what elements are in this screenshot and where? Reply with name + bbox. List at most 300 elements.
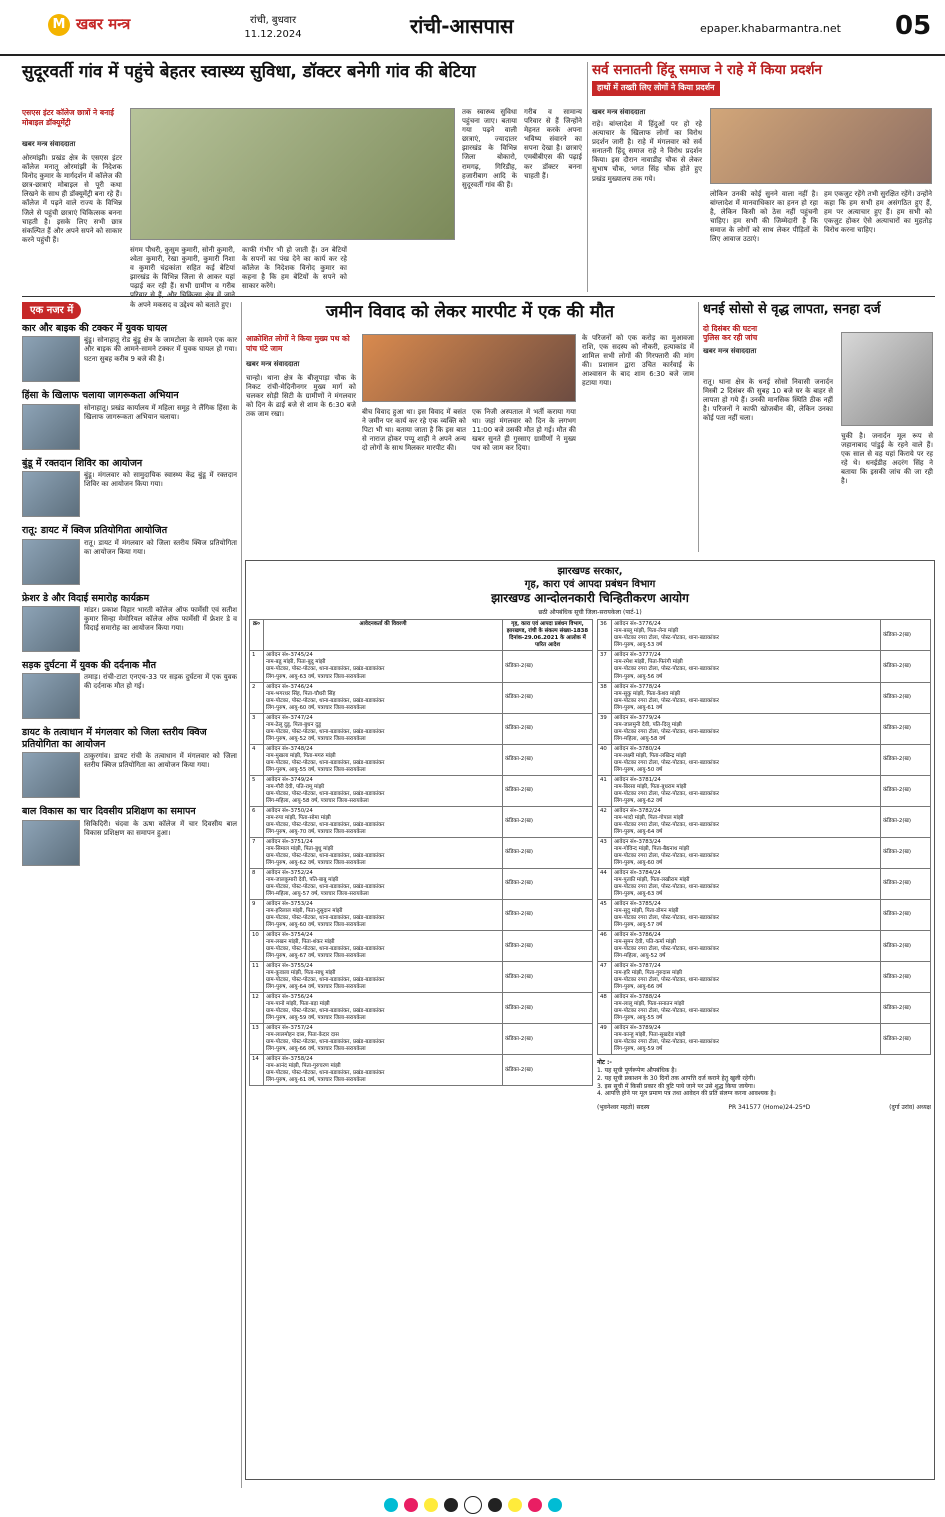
- row-number: 40: [597, 744, 611, 775]
- row-name: नाम-लखन मांझी, पिता-शंकर मांझी: [266, 939, 335, 946]
- lead-story: [22, 62, 582, 309]
- row-addr: ग्राम-पोटका, पोस्ट-पोटका, थाना-बडाकांकर, प्रखंड-बडाकांकर: [266, 883, 385, 890]
- row-age: लिंग-पुरुष, आयु-64 वर्ष: [613, 828, 663, 835]
- row-age: लिंग-पुरुष, आयु-66 वर्ष: [613, 984, 663, 991]
- row-age: लिंग-पुरुष, आयु-56 वर्ष: [613, 673, 663, 680]
- row-name: नाम-बिरसा मांझी, पिता-बुधराम मांझी: [613, 783, 687, 790]
- note-line: 4. आपत्ति होने पर मूल प्रमाण पत्र तथा आवेदन की प्रति संलग्न करना आवश्यक है।: [596, 1090, 776, 1098]
- row-number: 42: [597, 806, 611, 837]
- table-row: [597, 899, 930, 930]
- brand-logo[interactable]: [48, 14, 130, 36]
- row-app: आवेदन सं०-3749/24: [266, 776, 313, 783]
- row-name: नाम-जालमुनी देवी, पति-दिलू मांझी: [613, 721, 682, 728]
- table-row: [250, 899, 593, 930]
- notice-notes: [597, 1059, 931, 1112]
- brief-list: [22, 323, 237, 868]
- row-name: नाम-आनंद मांझी, पिता-गुरुचरण मांझी: [266, 1063, 341, 1070]
- row-addr: ग्राम-पोटका, पोस्ट-पोटका, थाना-बडाकांकर, प्रखंड-बडाकांकर: [266, 666, 385, 673]
- row-addr: ग्राम-पोटका रगरा टोला, पोस्ट-पोटका, थाना-बडाकांकर: [613, 728, 719, 735]
- row-age: लिंग-पुरुष, आयु-64 वर्ष, पत्राचार जिला-सरायकेला: [266, 984, 366, 991]
- row-number: 36: [597, 620, 611, 651]
- row-age: लिंग-पुरुष, आयु-61 वर्ष, पत्राचार जिला-सरायकेला: [266, 1077, 366, 1084]
- land-headline[interactable]: जमीन विवाद को लेकर मारपीट में एक की मौत: [325, 302, 615, 322]
- brief-item: [22, 660, 237, 721]
- table-row: [250, 1055, 593, 1086]
- land-byline: खबर मन्त्र संवाददाता: [246, 360, 300, 368]
- row-app: आवेदन सं०-3779/24: [613, 714, 661, 721]
- notice-table-right: [597, 619, 931, 1055]
- row-age: लिंग-पुरुष, आयु-55 वर्ष: [613, 1015, 663, 1022]
- row-details: [611, 931, 880, 962]
- row-age: लिंग-पुरुष, आयु-60 वर्ष, पत्राचार जिला-सरायकेला: [266, 704, 366, 711]
- brief-item: [22, 390, 237, 451]
- row-recommendation: कंडिका-2(ख): [502, 775, 592, 806]
- row-name: नाम-लक्ष्मी मांझी, पिता-लखिन्द्र मांझी: [613, 752, 687, 759]
- row-app: आवेदन सं०-3745/24: [266, 652, 313, 659]
- row-recommendation: कंडिका-2(ख): [502, 682, 592, 713]
- brand-name: खबर मन्त्र: [76, 15, 131, 34]
- row-name: नाम-लालमोहन दास, पिता-केदार दास: [266, 1032, 339, 1039]
- row-details: [264, 837, 503, 868]
- row-age: लिंग-पुरुष, आयु-62 वर्ष, पत्राचार जिला-सरायकेला: [266, 859, 366, 866]
- row-addr: ग्राम-पोटका, पोस्ट-पोटका, थाना-बडाकांकर, प्रखंड-बडाकांकर: [266, 852, 385, 859]
- missing-headline[interactable]: धनई सोसो से वृद्ध लापता, सनहा दर्ज: [703, 302, 881, 317]
- row-number: 12: [250, 993, 264, 1024]
- row-name: नाम-रमेश मांझी, पिता-फिरंगी मांझी: [613, 659, 683, 666]
- table-row: [597, 713, 930, 744]
- row-details: [611, 651, 880, 682]
- release-code: PR 341577 (Home)24-25*D: [728, 1104, 811, 1112]
- section-divider: [22, 296, 935, 297]
- table-row: [597, 682, 930, 713]
- row-age: लिंग-पुरुष, आयु-60 वर्ष, पत्राचार जिला-सरायकेला: [266, 922, 366, 928]
- row-recommendation: कंडिका-2(ख): [502, 962, 592, 993]
- lead-photo: [130, 108, 455, 240]
- row-name: नाम-सुमन देवी, पति-कर्मा मांझी: [613, 939, 676, 946]
- missing-story: [703, 302, 933, 552]
- row-age: लिंग-पुरुष, आयु-60 वर्ष: [613, 859, 663, 866]
- row-number: 5: [250, 775, 264, 806]
- row-recommendation: कंडिका-2(ख): [502, 837, 592, 868]
- col-header-reco: गृह, कारा एवं आपदा प्रबंधन विभाग, झारखण्ड, रांची के संकल्प संख्या-1838 दिनांक-29.06.2021 के आलोक में पारित आदेश: [502, 620, 592, 651]
- row-number: 2: [250, 682, 264, 713]
- row-number: 8: [250, 868, 264, 899]
- row-number: 38: [597, 682, 611, 713]
- table-row: [250, 682, 593, 713]
- row-number: 49: [597, 1024, 611, 1055]
- row-name: नाम-गोविन्द मांझी, पिता-बैद्यनाथ मांझी: [613, 845, 690, 852]
- land-body-2: बीच विवाद हुआ था। इस विवाद में बसंत ने जमीन पर कार्य कर रहे एक व्यक्ति को पिटा भी था। बताया जाता है कि इस बात से नाराज होकर पप्पू शाही ने अपने अन्य दो लोगों के साथ मिलकर मारपीट की।: [362, 408, 466, 453]
- land-body-4: के परिजनों को एक करोड़ का मुआवजा राशि, एक सदस्य को नौकरी, हत्याकांड में शामिल सभी लोगों की गिरफ्तारी की मांग की। प्रशासन द्वारा उचित कार्रवाई के आश्वासन के बाद शाम 6:30 बजे जाम हटाया गया।: [582, 334, 694, 388]
- land-story: [246, 302, 694, 552]
- row-app: आवेदन सं०-3751/24: [266, 838, 313, 845]
- row-details: [264, 993, 503, 1024]
- logo-mark-icon: M: [48, 14, 70, 36]
- row-recommendation: कंडिका-2(ख): [502, 806, 592, 837]
- row-recommendation: कंडिका-2(ख): [881, 993, 931, 1024]
- row-age: लिंग-पुरुष, आयु-52 वर्ष, पत्राचार जिला-सरायकेला: [266, 735, 366, 742]
- row-details: [611, 993, 880, 1024]
- site-link[interactable]: epaper.khabarmantra.net: [700, 22, 841, 35]
- brief-item: [22, 323, 237, 384]
- row-recommendation: कंडिका-2(ख): [881, 713, 931, 744]
- brief-item: [22, 727, 237, 800]
- row-app: आवेदन सं०-3787/24: [613, 963, 661, 970]
- brief-item-body: मांडर। प्रकाश विहार भारती कॉलेज ऑफ फार्मेसी एवं सतीश कुमार सिन्हा मेमोरियल कॉलेज ऑफ फार्मेसी में फ्रेशर डे व विदाई समारोह का आयोजन किया गया।: [84, 605, 237, 633]
- row-recommendation: कंडिका-2(ख): [502, 1055, 592, 1086]
- row-recommendation: कंडिका-2(ख): [881, 744, 931, 775]
- row-name: नाम-रुपा मांझी, पिता-सोमा मांझी: [266, 814, 331, 821]
- row-number: 4: [250, 744, 264, 775]
- land-photo: [362, 334, 576, 402]
- brief-item-title[interactable]: सड़क दुर्घटना में युवक की दर्दनाक मौत: [22, 659, 157, 671]
- table-row: [250, 993, 593, 1024]
- row-app: आवेदन सं०-3777/24: [613, 652, 661, 659]
- section-title: रांची-आसपास: [410, 14, 514, 38]
- brief-item-body: बुंडू। सोनाहातू रोड बुंडू क्षेत्र के जामटोला के सामने एक कार और बाइक की आमने-सामने टक्कर में युवक घायल हो गया। घटना सुबह करीब 9 बजे की है।: [84, 336, 237, 363]
- rally-body-3: हम एकजुट रहेंगे तभी सुरक्षित रहेंगे। उन्होंने कहा कि हम सभी हम असंगठित हुए हैं, हम पर अत्याचार हुए हैं। हम सभी को एकजुट होकर ऐसे अत्याचारों का मुहतोड़ विरोध करना चाहिए।: [824, 190, 932, 235]
- row-app: आवेदन सं०-3748/24: [266, 745, 313, 752]
- brief-item-photo: [22, 539, 80, 585]
- column-divider: [587, 62, 588, 292]
- city-day: रांची, बुधवार: [249, 15, 297, 26]
- brief-item-photo: [22, 752, 80, 798]
- row-details: [264, 868, 503, 899]
- row-name: नाम-मुखला मांझी, पिता-मगरु मांझी: [266, 752, 336, 759]
- row-number: 45: [597, 899, 611, 930]
- row-addr: ग्राम-पोटका रगरा टोला, पोस्ट-पोटका, थाना-बडाकांकर: [613, 1008, 719, 1015]
- missing-body-1: रातू। थाना क्षेत्र के धनई सोसो निवासी जनार्दन मिस्त्री 2 दिसंबर की सुबह 10 बजे घर के बाहर से लापता हो गये हैं। उनकी मानसिक स्थिति ठीक नहीं है। परिजनों ने काफी खोजबीन की, लेकिन उनका कोई पता नहीं चला।: [703, 378, 833, 423]
- table-row: [250, 713, 593, 744]
- row-app: आवेदन सं०-3747/24: [266, 714, 313, 721]
- row-addr: ग्राम-पोटका, पोस्ट-पोटका, थाना-बडाकांकर, प्रखंड-बडाकांकर: [266, 759, 385, 766]
- note-line: 2. यह सूची प्रकाशन के 30 दिनों तक आपत्ति दर्ज कराने हेतु खुली रहेगी।: [596, 1074, 756, 1082]
- row-app: आवेदन सं०-3786/24: [613, 932, 661, 939]
- brief-item-title[interactable]: बुंडू में रक्तदान शिविर का आयोजन: [22, 457, 143, 469]
- row-app: आवेदन सं०-3780/24: [613, 745, 661, 752]
- table-row: [597, 744, 930, 775]
- row-age: लिंग-पुरुष, आयु-70 वर्ष, पत्राचार जिला-सरायकेला: [266, 828, 366, 835]
- row-number: 9: [250, 899, 264, 930]
- row-details: [611, 744, 880, 775]
- table-row: [250, 651, 593, 682]
- row-recommendation: कंडिका-2(ख): [881, 899, 931, 930]
- row-recommendation: कंडिका-2(ख): [881, 868, 931, 899]
- row-age: लिंग-पुरुष, आयु-63 वर्ष, पत्राचार जिला-सरायकेला: [266, 673, 366, 680]
- signature-chair: (दुर्गा उरांव) अध्यक्ष: [889, 1104, 931, 1112]
- row-app: आवेदन सं०-3746/24: [266, 683, 313, 690]
- row-app: आवेदन सं०-3750/24: [266, 807, 313, 814]
- row-name: नाम-सिमाल मांझी, पिता-बुधु मांझी: [266, 845, 334, 852]
- notice-line-3: झारखण्ड आन्दोलनकारी चिन्हितीकरण आयोग: [491, 591, 689, 605]
- row-age: लिंग-पुरुष, आयु-55 वर्ष, पत्राचार जिला-सरायकेला: [266, 766, 366, 773]
- brief-item-body: सोनाहातू। प्रखंड कार्यालय में महिला समूह ने लैंगिक हिंसा के खिलाफ जागरूकता अभियान चलाया।: [84, 403, 237, 421]
- row-details: [611, 682, 880, 713]
- row-recommendation: कंडिका-2(ख): [502, 1024, 592, 1055]
- row-details: [611, 775, 880, 806]
- row-app: आवेदन सं०-3781/24: [613, 776, 661, 783]
- row-details: [264, 682, 503, 713]
- row-name: नाम-कान्हु मांझी, पिता-सुखदेव मांझी: [613, 1032, 686, 1039]
- row-app: आवेदन सं०-3782/24: [613, 807, 661, 814]
- row-number: 1: [250, 651, 264, 682]
- table-row: [597, 837, 930, 868]
- row-name: नाम-पानो मांझी, पिता-बड़ा मांझी: [266, 1001, 330, 1008]
- row-addr: ग्राम-पोटका रगरा टोला, पोस्ट-पोटका, थाना-बडाकांकर: [613, 946, 719, 953]
- rally-headline[interactable]: सर्व सनातनी हिंदू समाज ने राहे में किया प्रदर्शन: [592, 62, 823, 78]
- row-recommendation: कंडिका-2(ख): [881, 775, 931, 806]
- missing-photo: [841, 332, 933, 426]
- row-details: [264, 806, 503, 837]
- row-addr: ग्राम-पोटका, पोस्ट-पोटका, थाना-बडाकांकर, प्रखंड-बडाकांकर: [266, 697, 385, 704]
- row-number: 13: [250, 1024, 264, 1055]
- row-number: 39: [597, 713, 611, 744]
- row-addr: ग्राम-पोटका रगरा टोला, पोस्ट-पोटका, थाना-बडाकांकर: [613, 821, 719, 828]
- yellow-dot-icon: [508, 1498, 522, 1512]
- brief-item-photo: [22, 471, 80, 517]
- row-addr: ग्राम-पोटका, पोस्ट-पोटका, थाना-बडाकांकर, प्रखंड-बडाकांकर: [266, 914, 385, 921]
- row-name: नाम-सुदु मांझी, पिता-डोमन मांझी: [613, 907, 679, 914]
- row-addr: ग्राम-पोटका रगरा टोला, पोस्ट-पोटका, थाना-बडाकांकर: [613, 697, 719, 704]
- table-row: [597, 775, 930, 806]
- row-addr: ग्राम-पोटका रगरा टोला, पोस्ट-पोटका, थाना-बडाकांकर: [613, 914, 719, 921]
- brief-item: [22, 806, 237, 867]
- row-details: [264, 775, 503, 806]
- magenta-dot-icon: [404, 1498, 418, 1512]
- row-details: [611, 899, 880, 930]
- table-row: [597, 868, 930, 899]
- row-app: आवेदन सं०-3752/24: [266, 869, 313, 876]
- row-addr: ग्राम-पोटका रगरा टोला, पोस्ट-पोटका, थाना-बडाकांकर: [613, 852, 719, 859]
- page-number: 05: [895, 11, 932, 41]
- row-app: आवेदन सं०-3756/24: [266, 994, 313, 1001]
- issue-date: 11.12.2024: [244, 28, 302, 40]
- table-row: [597, 931, 930, 962]
- rally-body-2: लोकिन उनकी कोई सुनने वाला नहीं है। बांग्लादेश में मानवाधिकार का हनन हो रहा है, लेकिन किसी को ठेस नहीं पहुंचनी चाहिए। हम सभी की जिम्मेदारी है कि समाज के लोगों को साथ लेकर पीड़ितों के लिए आवाज उठाएं।: [710, 190, 818, 244]
- row-addr: ग्राम-पोटका, पोस्ट-पोटका, थाना-बडाकांकर, प्रखंड-बडाकांकर: [266, 728, 385, 735]
- black-dot-icon: [488, 1498, 502, 1512]
- government-notice: [245, 560, 935, 1480]
- table-row: [250, 775, 593, 806]
- row-addr: ग्राम-पोटका रगरा टोला, पोस्ट-पोटका, थाना-बडाकांकर: [613, 790, 719, 797]
- table-row: [597, 962, 930, 993]
- row-number: 41: [597, 775, 611, 806]
- row-name: नाम-लालू मांझी, पिता-सनातन मांझी: [613, 1001, 685, 1008]
- notice-line-1: झारखण्ड सरकार,: [557, 566, 623, 577]
- row-age: लिंग-महिला, आयु-52 वर्ष: [613, 953, 666, 960]
- lead-headline[interactable]: सुदूरवर्ती गांव में पहुंचे बेहतर स्वास्थ्य सुविधा, डॉक्टर बनेगी गांव की बेटिया: [22, 62, 476, 82]
- row-app: आवेदन सं०-3788/24: [613, 994, 661, 1001]
- brief-item-title[interactable]: डायट के तत्वाधान में मंगलवार को जिला स्तरीय क्विज प्रतियोगिता का आयोजन: [22, 727, 207, 750]
- row-age: लिंग-पुरुष, आयु-59 वर्ष, पत्राचार जिला-सरायकेला: [266, 1015, 366, 1022]
- row-addr: ग्राम-पोटका, पोस्ट-पोटका, थाना-बडाकांकर, प्रखंड-बडाकांकर: [266, 946, 385, 953]
- brief-item-body: सिकिदिरी। चंदवा के ऊषा कॉलेज में चार दिवसीय बाल विकास प्रशिक्षण का समापन हुआ।: [84, 819, 237, 837]
- row-app: आवेदन सं०-3784/24: [613, 869, 661, 876]
- row-age: लिंग-पुरुष, आयु-59 वर्ष: [613, 1046, 663, 1053]
- brief-tag: एक नजर में: [22, 302, 81, 319]
- row-addr: ग्राम-पोटका रगरा टोला, पोस्ट-पोटका, थाना-बडाकांकर: [613, 977, 719, 984]
- yellow-dot-icon: [424, 1498, 438, 1512]
- row-details: [264, 962, 503, 993]
- row-number: 10: [250, 931, 264, 962]
- row-recommendation: कंडिका-2(ख): [881, 1024, 931, 1055]
- rally-body-1: राहे। बांग्लादेश में हिंदुओं पर हो रहे अत्याचार के खिलाफ लोगों का विरोध प्रदर्शन जारी है। राहे में मंगलवार को सर्व सनातनी हिंदू समाज राहे ने विरोध प्रदर्शन किया। इस दौरान नावाडीह चौक से लेकर सुभाष चौक, भगत सिंह चौक होते हुए प्रखंड मुख्यालय तक गये।: [592, 120, 702, 183]
- cyan-dot-icon: [384, 1498, 398, 1512]
- row-age: लिंग-पुरुष, आयु-67 वर्ष, पत्राचार जिला-सरायकेला: [266, 953, 366, 960]
- row-recommendation: कंडिका-2(ख): [502, 713, 592, 744]
- row-recommendation: कंडिका-2(ख): [502, 744, 592, 775]
- row-app: आवेदन सं०-3753/24: [266, 900, 313, 907]
- brief-item-photo: [22, 606, 80, 652]
- notice-subtitle: छठी औपबंधिक सूची जिला-सरायकेला (पार्ट-1): [538, 608, 642, 616]
- row-number: 11: [250, 962, 264, 993]
- row-addr: ग्राम-पोटका, पोस्ट-पोटका, थाना-बडाकांकर, प्रखंड-बडाकांकर: [266, 1008, 385, 1015]
- table-row: [597, 1024, 930, 1055]
- row-details: [611, 962, 880, 993]
- missing-body-2: चुकी है। जनार्दन मूल रूप से जहानाबाद पांडुई के रहने वाले हैं। एक साल से वह यहां किराये पर रह रहे थे। धनईडीह अदरंग सिंह ने बताया कि इसकी जांच की जा रही है।: [841, 432, 933, 486]
- missing-kicker-2: पुलिस कर रही जांच: [703, 333, 758, 343]
- table-row: [597, 806, 930, 837]
- black-dot-icon: [444, 1498, 458, 1512]
- row-number: 37: [597, 651, 611, 682]
- brief-item-title[interactable]: रातू: डायट में क्विज प्रतियोगिता आयोजित: [22, 525, 168, 537]
- row-details: [611, 620, 880, 651]
- lead-body-1: ओरमांझी। प्रखंड क्षेत्र के एसएस इंटर कॉलेज मनातू ओरमांझी के निदेशक विनोद कुमार के मार्गदर्शन में कॉलेज की छात्र-छात्राएं मोबाइल से पूरी कथा लिखने के साथ ही डॉक्यूमेंट्री बना रहे हैं। कॉलेज में पढ़ने वाले राज्य के विभिन्न जिले से पहुंची छात्राएं चिकित्सक बनना चाहती है। इसके लिए सभी छात्र संकल्पित हैं और अपने सपने को साकार करने पहुंची हैं।: [22, 154, 122, 244]
- land-body-3: एक निजी अस्पताल में भर्ती कराया गया था। जहां मंगलवार को दिन के लगभग 11:00 बजे उसकी मौत हो गई। मौत की खबर सुनते ही गुस्साए ग्रामीणों ने मुख्य पथ को जाम कर दिया।: [472, 408, 576, 453]
- row-name: नाम-हरिलाल मांझी, पिता-दुसुदान मांझी: [266, 907, 343, 914]
- lead-body-5: गरीब व सामान्य परिवार से हैं जिन्होंने मेहनत करके अपना भविष्य संवारने का सपना देखा है। छात्राएं एमबीबीएस की पढ़ाई कर डॉक्टर बनना चाहती हैं।: [524, 108, 582, 180]
- rally-subhead: हाथों में तख्ती लिए लोगों ने किया प्रदर्शन: [592, 81, 720, 95]
- brief-item-body: ठाकुरगांव। डायट रांची के तत्वाधान में मंगलवार को जिला स्तरीय क्विज प्रतियोगिता का आयोजन किया गया।: [84, 752, 237, 770]
- row-app: आवेदन सं०-3758/24: [266, 1056, 313, 1063]
- signature-member: (भुवनेश्वर महतो) सदस्य: [596, 1104, 650, 1112]
- row-addr: ग्राम-पोटका रगरा टोला, पोस्ट-पोटका, थाना-बडाकांकर: [613, 759, 719, 766]
- row-details: [264, 1024, 503, 1055]
- row-age: लिंग-महिला, आयु-57 वर्ष, पत्राचार जिला-सरायकेला: [266, 890, 369, 897]
- row-name: नाम-बब्लू मांझी, पिता-लेना मांझी: [613, 628, 679, 635]
- row-recommendation: कंडिका-2(ख): [502, 651, 592, 682]
- notice-line-2: गृह, कारा एवं आपदा प्रबंधन विभाग: [524, 579, 656, 590]
- brief-item-photo: [22, 820, 80, 866]
- row-app: आवेदन सं०-3783/24: [613, 838, 661, 845]
- row-number: 47: [597, 962, 611, 993]
- rally-byline: खबर मन्त्र संवाददाता: [592, 108, 646, 116]
- land-kicker: आक्रोशित लोगों ने किया मुख्य पथ को पांच घंटे जाम: [246, 334, 350, 353]
- lead-byline: खबर मन्त्र संवाददाता: [22, 140, 76, 148]
- rally-photo: [710, 108, 932, 184]
- row-details: [264, 899, 503, 930]
- row-details: [264, 744, 503, 775]
- table-row: [250, 837, 593, 868]
- land-body-1: चान्हो। थाना क्षेत्र के बीजूपाड़ा चौक के निकट रांची-मेदिनीनगर मुख्य मार्ग को चलकर सोड़ी सिटी के ग्रामीणों ने मंगलवार को दिन के ढाई बजे से शाम के 6:30 बजे तक जाम रखा।: [246, 374, 356, 419]
- row-app: आवेदन सं०-3789/24: [613, 1025, 661, 1032]
- table-row: [597, 993, 930, 1024]
- note-line: 1. यह सूची पूर्णरूपेण औपबंधिक है।: [596, 1067, 677, 1075]
- row-details: [264, 931, 503, 962]
- row-age: लिंग-पुरुष, आयु-61 वर्ष: [613, 704, 663, 711]
- brief-item-title[interactable]: कार और बाइक की टक्कर में युवक घायल: [22, 323, 167, 334]
- row-age: लिंग-महिला, आयु-58 वर्ष: [613, 735, 666, 742]
- row-app: आवेदन सं०-3776/24: [613, 621, 661, 628]
- row-name: नाम-पुतकी मांझी, पिता-लखीराम मांझी: [613, 876, 690, 883]
- row-number: 48: [597, 993, 611, 1024]
- row-details: [264, 1055, 503, 1086]
- row-recommendation: कंडिका-2(ख): [502, 931, 592, 962]
- row-details: [611, 713, 880, 744]
- row-addr: ग्राम-पोटका, पोस्ट-पोटका, थाना-बडाकांकर, प्रखंड-बडाकांकर: [266, 790, 385, 797]
- row-recommendation: कंडिका-2(ख): [502, 993, 592, 1024]
- row-details: [611, 837, 880, 868]
- row-recommendation: कंडिका-2(ख): [881, 620, 931, 651]
- row-addr: ग्राम-पोटका, पोस्ट-पोटका, थाना-बडाकांकर, प्रखंड-बडाकांकर: [266, 977, 385, 984]
- row-name: नाम-गौरी देवी, पति-रामू मांझी: [266, 783, 325, 790]
- table-row: [250, 806, 593, 837]
- brief-item-title[interactable]: फ्रेशर डे और विदाई समारोह कार्यक्रम: [22, 592, 150, 604]
- lead-body-3: काफी गंभीर भी हो जाती हैं। उन बेटियों के सपनों का पंख देने का कार्य कर रहे कॉलेज के निदेशक विनोद कुमार का कहना है कि हम बेटियों के सपने को साकार करेंगे।: [242, 246, 347, 291]
- col-header-name: आवेदनकर्ता की विवरणी: [264, 620, 503, 651]
- row-details: [611, 1024, 880, 1055]
- missing-kicker-1: दो दिसंबर की घटना: [703, 323, 758, 333]
- table-row: [250, 962, 593, 993]
- notes-title: नोट :-: [596, 1059, 612, 1067]
- brief-item-photo: [22, 404, 80, 450]
- row-age: लिंग-पुरुष, आयु-66 वर्ष, पत्राचार जिला-सरायकेला: [266, 1046, 366, 1053]
- row-addr: ग्राम-पोटका रगरा टोला, पोस्ट-पोटका, थाना-बडाकांकर: [613, 635, 719, 642]
- row-addr: ग्राम-पोटका रगरा टोला, पोस्ट-पोटका, थाना-बडाकांकर: [613, 883, 719, 890]
- brief-item-title[interactable]: हिंसा के खिलाफ चलाया जागरूकता अभियान: [22, 390, 179, 402]
- row-number: 6: [250, 806, 264, 837]
- missing-byline: खबर मन्त्र संवाददाता: [703, 347, 757, 356]
- row-age: लिंग-पुरुष, आयु-53 वर्ष: [613, 642, 663, 649]
- lead-kicker: एसएस इंटर कॉलेज छात्रों ने बनाई मोबाइल डॉक्यूमेंट्री: [22, 108, 114, 127]
- row-age: लिंग-पुरुष, आयु-63 वर्ष: [613, 890, 663, 897]
- row-recommendation: कंडिका-2(ख): [881, 837, 931, 868]
- row-number: 46: [597, 931, 611, 962]
- brief-item-photo: [22, 673, 80, 719]
- row-app: आवेदन सं०-3778/24: [613, 683, 661, 690]
- brief-item-photo: [22, 336, 80, 382]
- cyan-dot-icon: [548, 1498, 562, 1512]
- table-row: [250, 868, 593, 899]
- row-number: 44: [597, 868, 611, 899]
- column-divider: [698, 302, 699, 552]
- row-age: लिंग-पुरुष, आयु-57 वर्ष: [613, 922, 663, 928]
- column-divider: [241, 302, 242, 1488]
- row-name: नाम-हरि मांझी, पिता-गुरुदास मांझी: [613, 970, 683, 977]
- row-age: लिंग-पुरुष, आयु-62 वर्ष: [613, 797, 663, 804]
- row-addr: ग्राम-पोटका रगरा टोला, पोस्ट-पोटका, थाना-बडाकांकर: [613, 666, 719, 673]
- brief-item: [22, 458, 237, 519]
- table-row: [250, 1024, 593, 1055]
- notice-header: [246, 561, 934, 616]
- row-recommendation: कंडिका-2(ख): [881, 806, 931, 837]
- row-name: नाम-सुकु मांझी, पिता-केशव मांझी: [613, 690, 681, 697]
- print-registration-marks: [0, 1492, 945, 1517]
- brief-item: [22, 593, 237, 654]
- col-header-no: क्र०: [250, 620, 264, 651]
- row-addr: ग्राम-पोटका, पोस्ट-पोटका, थाना-बडाकांकर, प्रखंड-बडाकांकर: [266, 1070, 385, 1077]
- row-recommendation: कंडिका-2(ख): [881, 682, 931, 713]
- row-name: नाम-जालकुमारी देवी, पति-बाबू मांझी: [266, 876, 339, 883]
- row-app: आवेदन सं०-3755/24: [266, 963, 313, 970]
- brief-item: [22, 525, 237, 586]
- lead-body-2: संगम पौधरी, कुसुम कुमारी, सोनी कुमारी, श्वेता कुमारी, रेखा कुमारी, कुमारी निशा व कुमारी चंद्रकांता सहित कई बेटियां झारखंड के विभिन्न जिला से आकर यहां पढ़ाई कर रही हैं। सभी ग्रामीण व गरीब के अपने मकसद व उद्देश्य को बताते हुए।: [130, 246, 235, 309]
- table-row: [597, 620, 930, 651]
- notice-table-left: [249, 619, 593, 1086]
- brief-column: [22, 302, 237, 1488]
- brief-item-title[interactable]: बाल विकास का चार दिवसीय प्रशिक्षण का समापन: [22, 806, 196, 818]
- row-name: नाम-ठेलू दुडू, पिता-बुधन दुडू: [266, 721, 321, 728]
